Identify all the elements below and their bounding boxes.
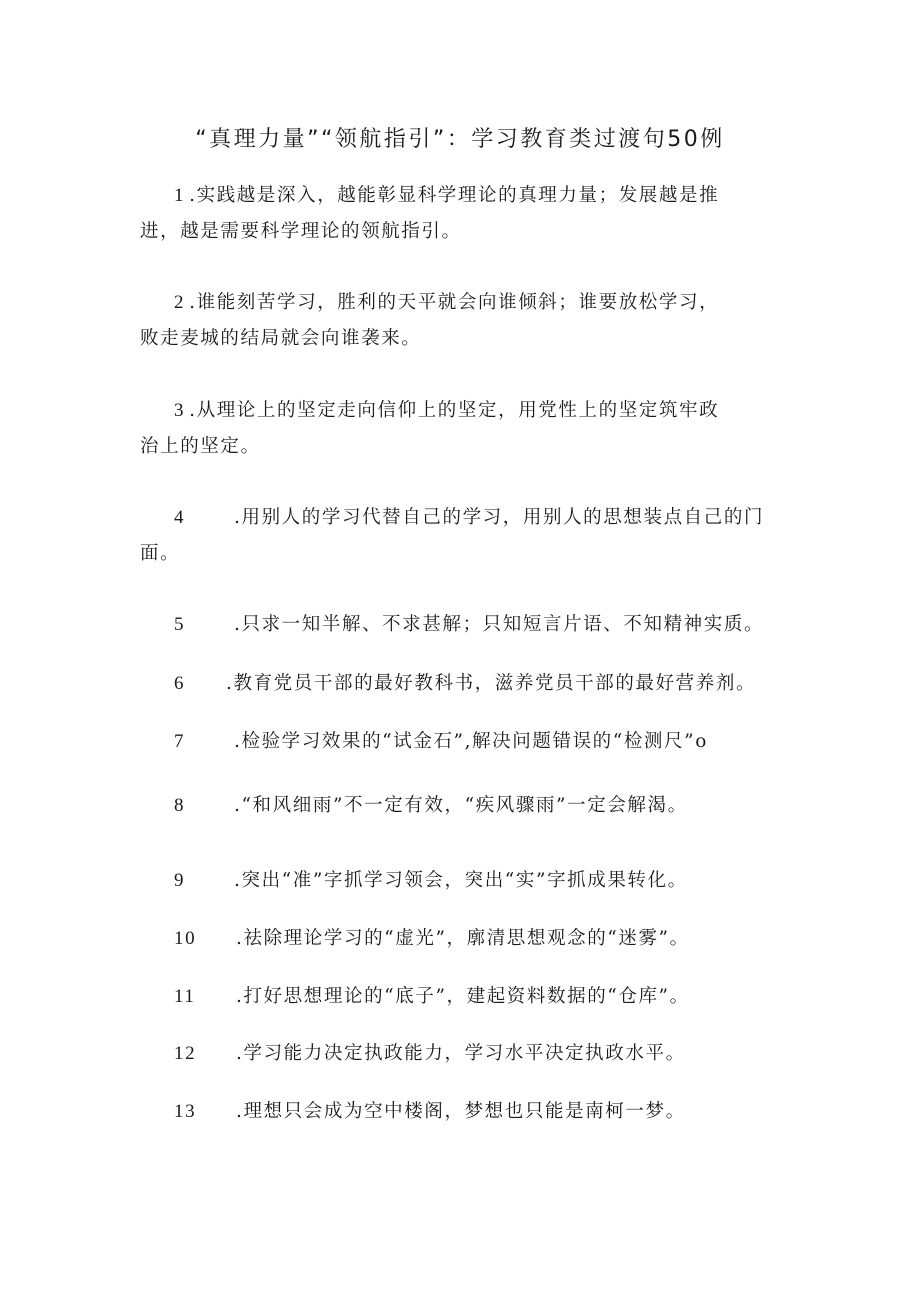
item-text: .突出“准”字抓学习领会，突出“实”字抓成果转化。	[234, 870, 688, 891]
item-text-continued: 面。	[140, 543, 181, 564]
list-item	[140, 500, 780, 572]
item-text: .打好思想理论的“底子”，建起资料数据的“仓库”。	[236, 986, 690, 1007]
item-number: 6	[174, 673, 186, 694]
document-title: “真理力量”“领航指引”：学习教育类过渡句50例	[195, 127, 725, 152]
item-text: .实践越是深入，越能彰显科学理论的真理力量；发展越是推	[189, 185, 720, 206]
list-item	[140, 285, 780, 357]
item-text: .祛除理论学习的“虚光”，廓清思想观念的“迷雾”。	[236, 928, 690, 949]
item-text: .只求一知半解、不求甚解；只知短言片语、不知精神实质。	[234, 614, 765, 635]
list-item	[140, 1094, 780, 1130]
item-number: 10	[174, 928, 197, 949]
item-text: .用别人的学习代替自己的学习，用别人的思想装点自己的门	[234, 507, 765, 528]
list-item	[140, 393, 780, 465]
item-text: .从理论上的坚定走向信仰上的坚定，用党性上的坚定筑牢政	[189, 400, 720, 421]
list-item	[140, 921, 780, 957]
item-text: .学习能力决定执政能力，学习水平决定执政水平。	[236, 1043, 686, 1064]
item-number: 1	[174, 185, 186, 206]
item-number: 4	[174, 507, 186, 528]
list-item	[140, 1036, 780, 1072]
item-number: 7	[174, 731, 186, 752]
item-text: .谁能刻苦学习，胜利的天平就会向谁倾斜；谁要放松学习，	[189, 292, 720, 313]
item-number: 5	[174, 614, 186, 635]
item-text-continued: 治上的坚定。	[140, 436, 261, 457]
item-text: .理想只会成为空中楼阁，梦想也只能是南柯一梦。	[236, 1101, 686, 1122]
item-text: .检验学习效果的“试金石”,解决问题错误的“检测尺”o	[234, 731, 708, 752]
item-number: 3	[174, 400, 186, 421]
item-number: 8	[174, 795, 186, 816]
item-number: 9	[174, 870, 186, 891]
item-number: 12	[174, 1043, 197, 1064]
list-item	[140, 863, 780, 899]
item-number: 2	[174, 292, 186, 313]
list-item	[140, 178, 780, 250]
item-number: 11	[174, 986, 196, 1007]
list-item	[140, 979, 780, 1015]
item-number: 13	[174, 1101, 197, 1122]
item-text: .“和风细雨”不一定有效，“疾风骤雨”一定会解渴。	[234, 795, 688, 816]
list-item	[140, 607, 780, 643]
item-text-continued: 败走麦城的结局就会向谁袭来。	[140, 328, 422, 349]
item-text-continued: 进，越是需要科学理论的领航指引。	[140, 221, 462, 242]
list-item	[140, 666, 780, 702]
list-item	[140, 724, 780, 760]
list-item	[140, 788, 780, 824]
item-text: .教育党员干部的最好教科书，滋养党员干部的最好营养剂。	[226, 673, 757, 694]
